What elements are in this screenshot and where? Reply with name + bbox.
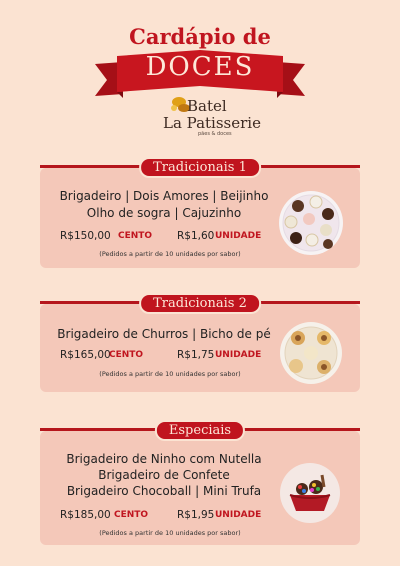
churros-plate-photo bbox=[278, 320, 344, 386]
price-cento: R$165,00 bbox=[60, 349, 111, 361]
price-unit: R$1,95 bbox=[177, 509, 215, 521]
price-cento: R$150,00 bbox=[60, 230, 111, 242]
section-card-tradicionais-1 bbox=[40, 160, 360, 268]
cento-label: CENTO bbox=[114, 510, 149, 520]
price-cento: R$185,00 bbox=[60, 509, 111, 521]
logo-name: Batel bbox=[187, 97, 227, 115]
section-label: Especiais bbox=[155, 420, 245, 441]
order-note: (Pedidos a partir de 10 unidades por sabor) bbox=[99, 250, 241, 258]
order-note: (Pedidos a partir de 10 unidades por sabor) bbox=[99, 529, 241, 537]
price-unit: R$1,60 bbox=[177, 230, 215, 242]
menu-item-line: Brigadeiro de Churros | Bicho de pé bbox=[57, 327, 271, 341]
menu-item-line: Brigadeiro de Confete bbox=[98, 468, 230, 482]
section-label: Tradicionais 1 bbox=[139, 157, 261, 178]
logo-subtitle: La Patisserie bbox=[163, 114, 261, 132]
price-unit: R$1,75 bbox=[177, 349, 215, 361]
cento-label: CENTO bbox=[109, 350, 144, 360]
menu-item-line: Brigadeiro de Ninho com Nutella bbox=[66, 452, 262, 466]
menu-item-line: Brigadeiro Chocoball | Mini Trufa bbox=[66, 484, 262, 498]
unit-label: UNIDADE bbox=[215, 350, 262, 360]
page-title-main: DOCES bbox=[145, 52, 255, 82]
section-label: Tradicionais 2 bbox=[139, 293, 261, 314]
section-card-tradicionais-2 bbox=[40, 296, 360, 392]
cento-label: CENTO bbox=[118, 231, 153, 241]
logo-tagline: pães & doces bbox=[198, 131, 232, 137]
unit-label: UNIDADE bbox=[215, 510, 262, 520]
sweets-plate-photo bbox=[276, 188, 346, 258]
unit-label: UNIDADE bbox=[215, 231, 262, 241]
menu-item-line: Brigadeiro | Dois Amores | Beijinho bbox=[59, 189, 269, 203]
page-title-top: Cardápio de bbox=[129, 24, 271, 49]
section-card-especiais bbox=[40, 423, 360, 545]
order-note: (Pedidos a partir de 10 unidades por sabor) bbox=[99, 370, 241, 378]
confete-cup-photo bbox=[278, 461, 342, 525]
menu-item-line: Olho de sogra | Cajuzinho bbox=[86, 206, 242, 220]
